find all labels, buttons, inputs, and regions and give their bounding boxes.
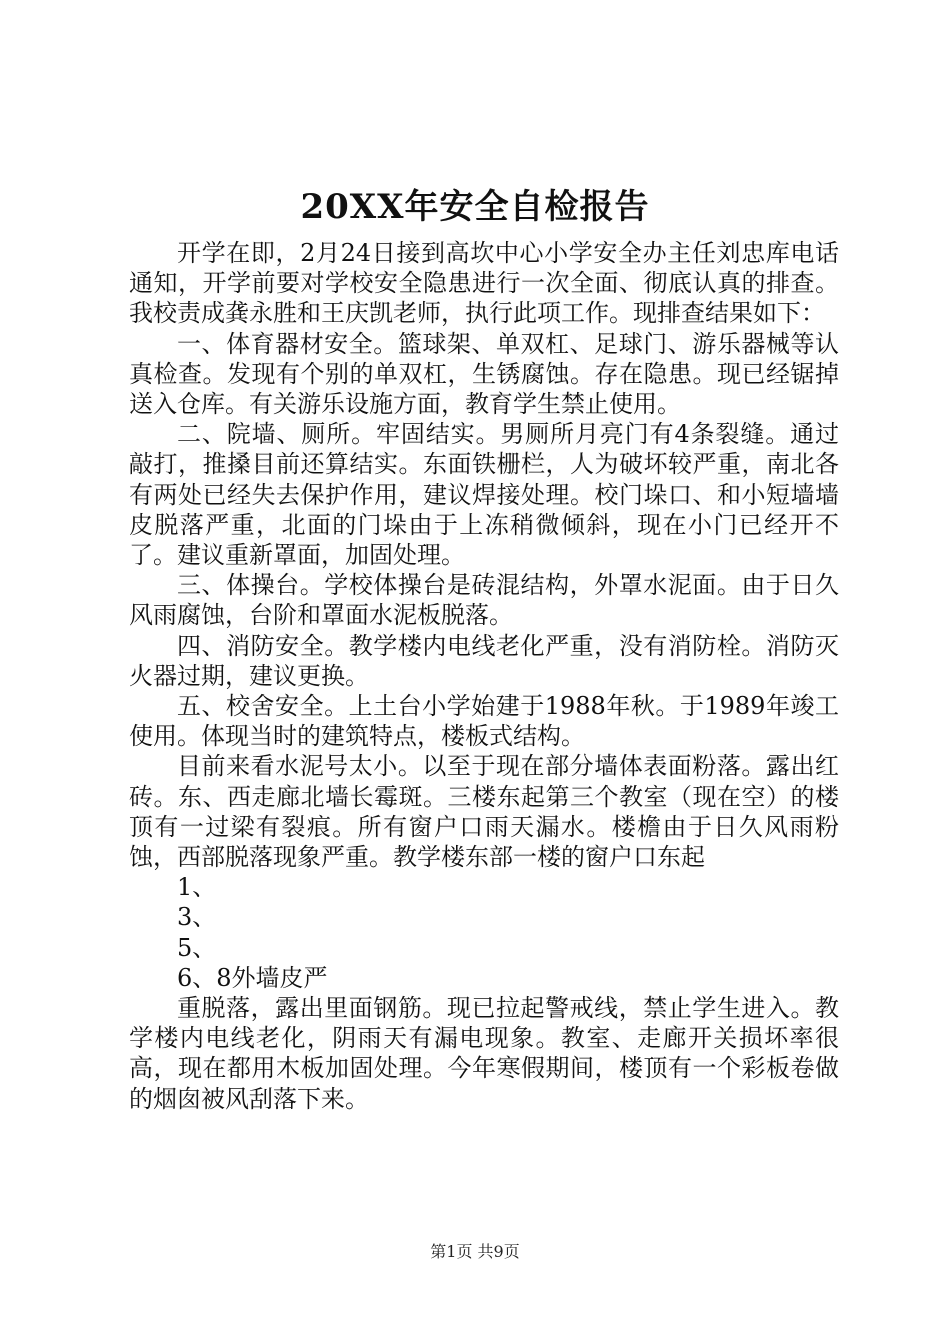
page-title: 20XX年安全自检报告: [300, 187, 650, 227]
list-item: 3、: [177, 903, 217, 932]
list-item: 1、: [177, 873, 217, 902]
document-body: [129, 238, 839, 1114]
paragraph-walls-toilets: 二、院墙、厕所。牢固结实。男厕所月亮门有4条裂缝。通过敲打，推搡目前还算结实。东面铁栅栏，人为破坏较严重，南北各有两处已经失去保护作用，建议焊接处理。校门垛口、和小短墙墙皮脱落严重，北面的门垛由于上冻稍微倾斜，现在小门已经开不了。建议重新罩面，加固处理。: [129, 420, 839, 570]
list-item: 6、8外墙皮严: [177, 963, 328, 992]
paragraph-closing: 重脱落，露出里面钢筋。现已拉起警戒线，禁止学生进入。教学楼内电线老化，阴雨天有漏电现象。教室、走廊开关损坏率很高，现在都用木板加固处理。今年寒假期间，楼顶有一个彩板卷做的烟囱被风刮落下来。: [129, 994, 839, 1113]
paragraph-sports-equipment: 一、体育器材安全。篮球架、单双杠、足球门、游乐器械等认真检查。发现有个别的单双杠，生锈腐蚀。存在隐患。现已经锯掉送入仓库。有关游乐设施方面，教育学生禁止使用。: [129, 329, 839, 419]
paragraph-gym-platform: 三、体操台。学校体操台是砖混结构，外罩水泥面。由于日久风雨腐蚀，台阶和罩面水泥板脱落。: [129, 571, 839, 630]
page-footer: 第1页 共9页: [430, 1242, 520, 1261]
paragraph-intro: 开学在即，2月24日接到高坎中心小学安全办主任刘忠库电话通知，开学前要对学校安全隐患进行一次全面、彻底认真的排查。我校责成龚永胜和王庆凯老师，执行此项工作。现排查结果如下：: [129, 239, 839, 328]
paragraph-building-safety: 五、校舍安全。上土台小学始建于1988年秋。于1989年竣工使用。体现当时的建筑特点，楼板式结构。: [129, 692, 839, 751]
list-item: 5、: [177, 933, 217, 962]
paragraph-current-condition: 目前来看水泥号太小。以至于现在部分墙体表面粉落。露出红砖。东、西走廊北墙长霉斑。三楼东起第三个教室（现在空）的楼顶有一过梁有裂痕。所有窗户口雨天漏水。楼檐由于日久风雨粉蚀，西部脱落现象严重。教学楼东部一楼的窗户口东起: [129, 752, 839, 872]
paragraph-fire-safety: 四、消防安全。教学楼内电线老化严重，没有消防栓。消防灭火器过期，建议更换。: [129, 631, 839, 690]
